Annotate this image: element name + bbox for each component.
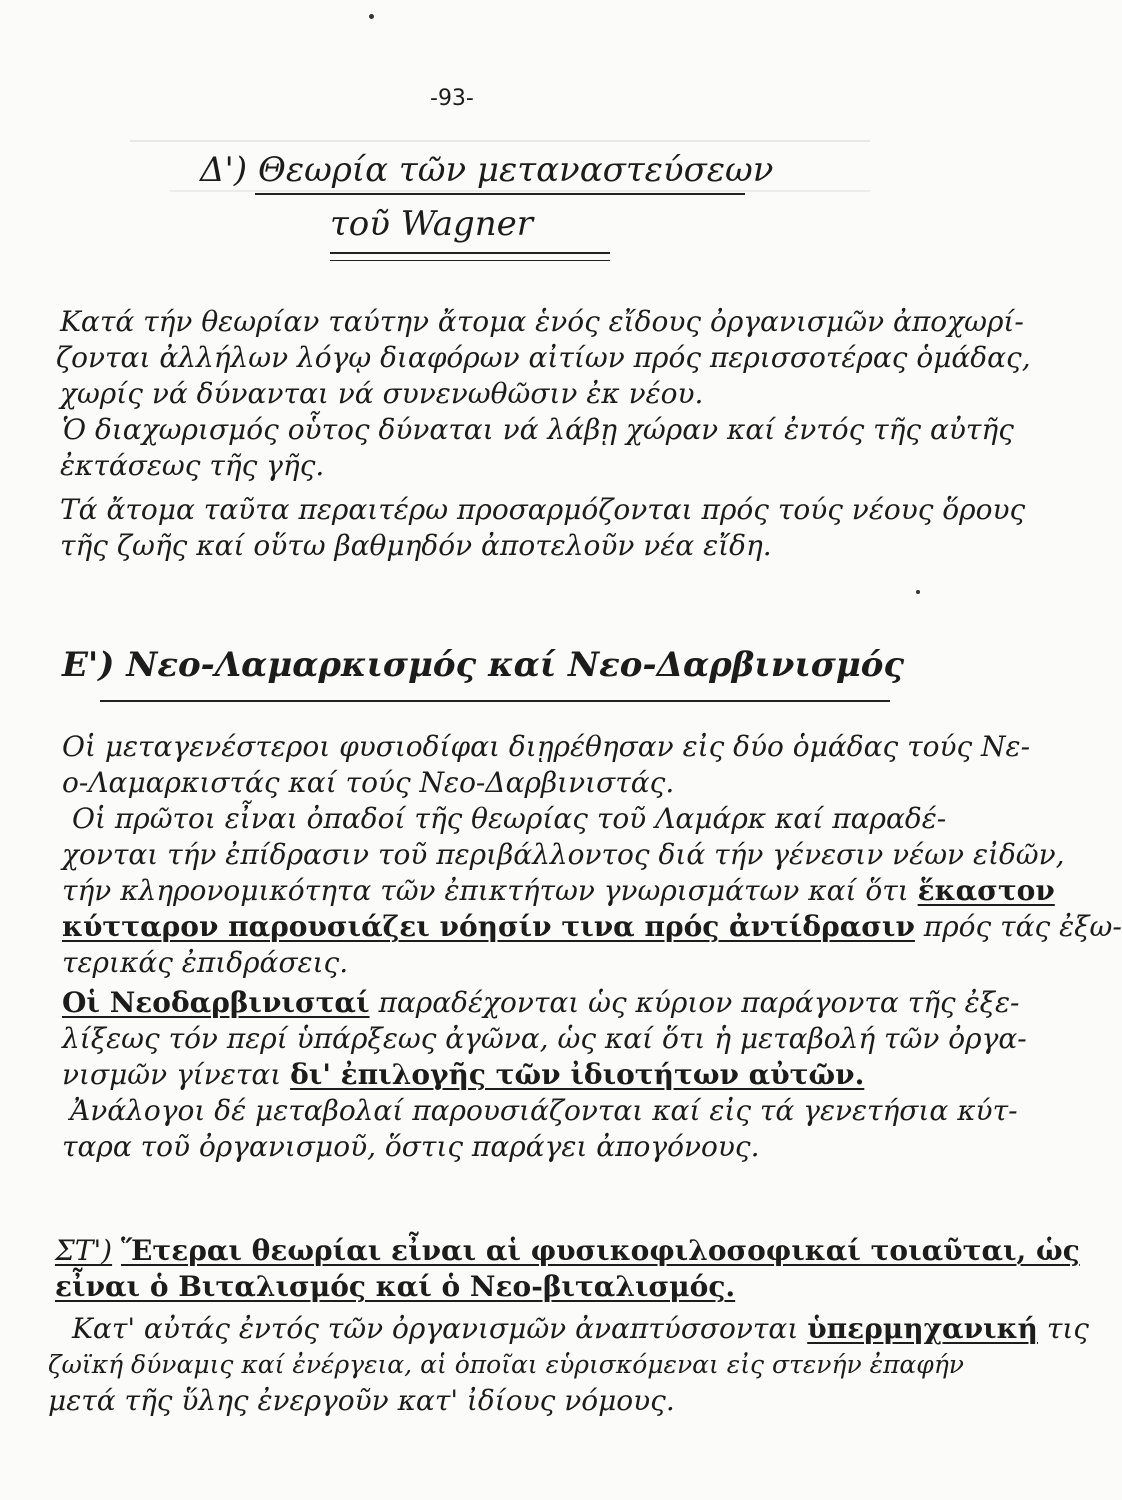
scan-speck [369, 14, 374, 19]
title-underline-1 [255, 193, 745, 195]
title-underline-2a [330, 252, 610, 254]
section-st-header [55, 1234, 1080, 1306]
underlined-phrase: δι' ἐπιλογῆς τῶν ἰδιοτήτων αὐτῶν. [290, 1058, 865, 1091]
text-line [55, 1270, 935, 1306]
section-d-title: Δ') Θεωρία τῶν μεταναστεύσεων [200, 150, 774, 190]
text-line: ταρα τοῦ ὀργανισμοῦ, ὅστις παράγει ἀπογόνους. [62, 1130, 760, 1163]
text-line: τῆς ζωῆς καί οὕτω βαθμηδόν ἀποτελοῦν νέα εἴδη. [60, 529, 772, 562]
text-segment: πρός τάς ἐξω- [923, 910, 1122, 943]
text-segment: Κατ' αὐτάς ἐντός τῶν ὀργανισμῶν ἀναπτύσσονται [72, 1312, 799, 1345]
underlined-title: εἶναι ὁ Βιταλισμός καί ὁ Νεο-βιταλισμός. [55, 1270, 736, 1303]
underlined-title: Ἕτεραι θεωρίαι εἶναι αἱ φυσικοφιλοσοφικαί τοιαῦται, ὡς [121, 1234, 1080, 1267]
text-line [62, 874, 1055, 910]
text-line: χωρίς νά δύνανται νά συνενωθῶσιν ἐκ νέου. [60, 377, 704, 410]
title-underline-2b [330, 260, 610, 261]
text-line: Οἱ πρῶτοι εἶναι ὀπαδοί τῆς θεωρίας τοῦ Λαμάρκ καί παραδέ- [72, 802, 947, 835]
text-segment: τήν κληρονομικότητα τῶν ἐπικτήτων γνωρισμάτων καί ὅτι [62, 874, 909, 907]
section-st-label: ΣΤ') [55, 1234, 113, 1267]
text-line: ο-Λαμαρκιστάς καί τούς Νεο-Δαρβινιστάς. [62, 766, 675, 799]
text-line [62, 910, 1122, 946]
text-line [72, 1312, 1089, 1348]
text-line: ἐκτάσεως τῆς γῆς. [60, 449, 325, 482]
section-d-body [56, 305, 1031, 565]
underlined-term: Οἱ Νεοδαρβινισταί [62, 986, 370, 1019]
text-line: λίξεως τόν περί ὑπάρξεως ἀγῶνα, ὡς καί ὅτι ἡ μεταβολή τῶν ὀργα- [62, 1022, 1027, 1055]
page-number: -93- [430, 86, 474, 111]
scan-speck [916, 590, 920, 594]
text-line: Τά ἄτομα ταῦτα περαιτέρω προσαρμόζονται πρός τούς νέους ὅρους [60, 493, 1026, 526]
text-line: χονται τήν ἐπίδρασιν τοῦ περιβάλλοντος διά τήν γένεσιν νέων εἰδῶν, [62, 838, 1065, 871]
section-d-subtitle: τοῦ Wagner [330, 204, 534, 244]
text-line: Ὁ διαχωρισμός οὗτος δύναται νά λάβῃ χώραν καί ἐντός τῆς αὐτῆς [62, 413, 1014, 446]
section-e-underline [100, 700, 890, 702]
underlined-term: ὑπερμηχανική [807, 1312, 1038, 1345]
text-segment: τις [1046, 1312, 1089, 1345]
section-st-body [48, 1312, 1089, 1420]
text-line [62, 1058, 922, 1094]
text-line [55, 1234, 1080, 1270]
section-e-title: Ε') Νεο-Λαμαρκισμός καί Νεο-Δαρβινισμός [62, 645, 905, 685]
text-line: μετά τῆς ὕλης ἐνεργοῦν κατ' ἰδίους νόμους. [48, 1384, 675, 1417]
text-segment: νισμῶν γίνεται [62, 1058, 282, 1091]
section-e-body [62, 730, 1122, 1166]
underlined-term: ἕκαστον [917, 874, 1055, 907]
underlined-phrase: κύτταρον παρουσιάζει νόησίν τινα πρός ἀντίδρασιν [62, 910, 915, 943]
text-line: ζονται ἀλλήλων λόγῳ διαφόρων αἰτίων πρός περισσοτέρας ὁμάδας, [56, 341, 1031, 374]
text-line: Οἱ μεταγενέστεροι φυσιοδίφαι διῃρέθησαν εἰς δύο ὁμάδας τούς Νε- [62, 730, 1031, 763]
text-line: ζωϊκή δύναμις καί ἐνέργεια, αἱ ὁποῖαι εὑρισκόμεναι εἰς στενήν ἐπαφήν [48, 1350, 964, 1379]
text-line [62, 986, 1020, 1022]
text-segment: παραδέχονται ὡς κύριον παράγοντα τῆς ἐξε- [378, 986, 1020, 1019]
text-line: Ἀνάλογοι δέ μεταβολαί παρουσιάζονται καί εἰς τά γενετήσια κύτ- [70, 1094, 1018, 1127]
text-line: Κατά τήν θεωρίαν ταύτην ἄτομα ἑνός εἴδους ὀργανισμῶν ἀποχωρί- [60, 305, 1024, 338]
text-line: τερικάς ἐπιδράσεις. [62, 946, 349, 979]
